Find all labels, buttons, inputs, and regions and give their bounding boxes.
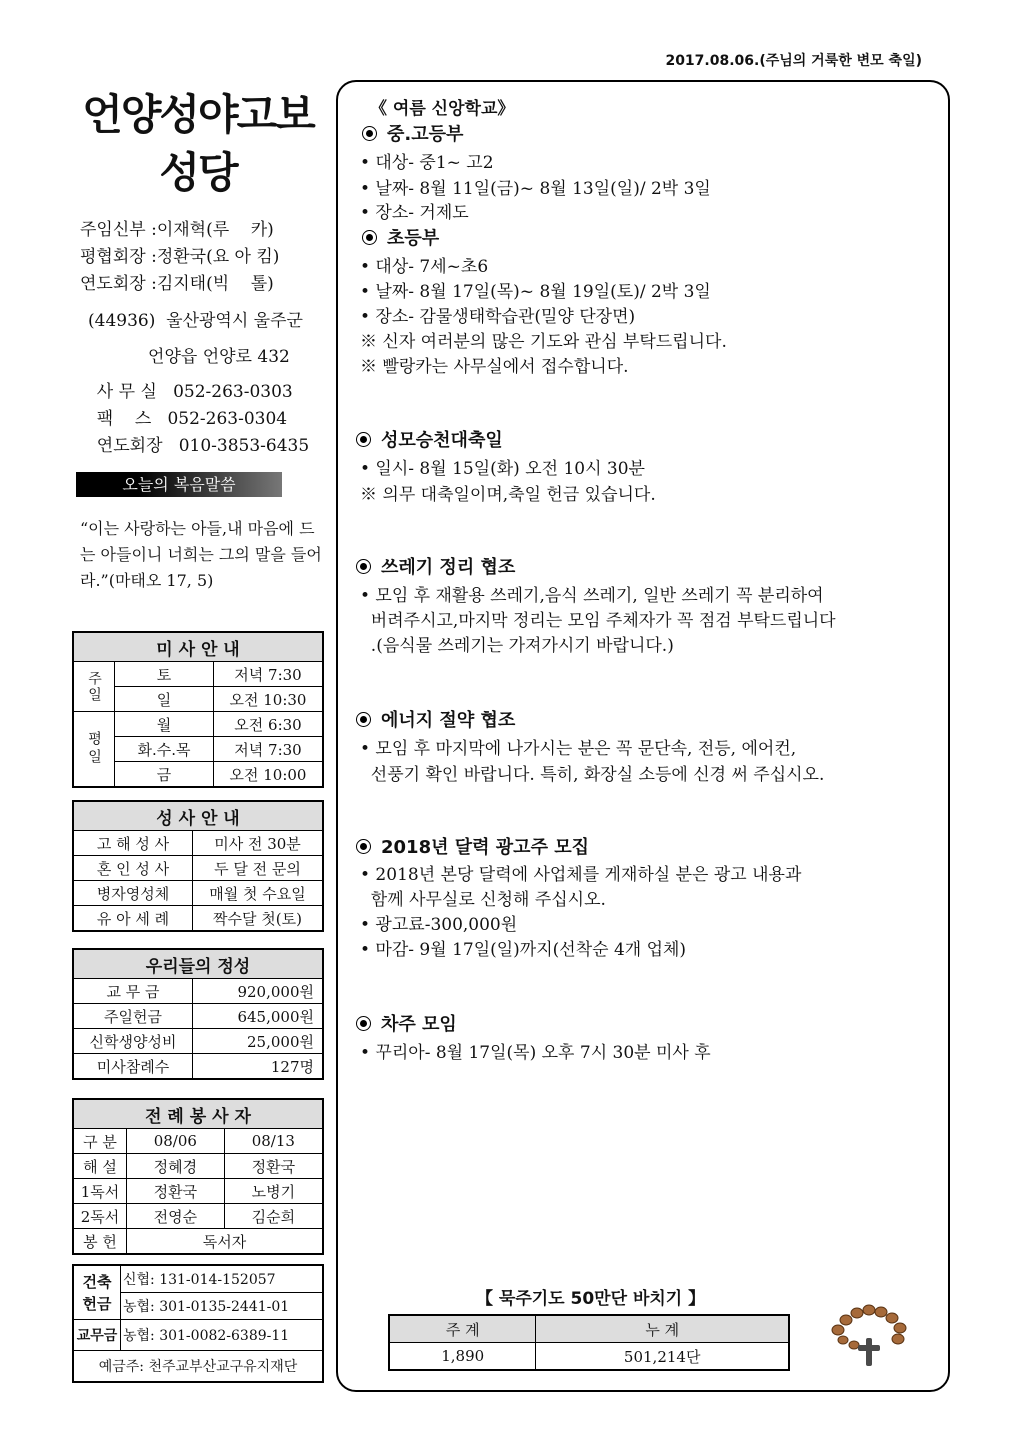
section-assumption: [356, 426, 503, 452]
offering-title: 우리들의 정성: [73, 949, 323, 979]
liturgy-role: 2독서: [73, 1204, 127, 1229]
section-title: 중.고등부: [387, 124, 464, 145]
church-duty-label: 교무금: [73, 1320, 121, 1351]
section-title: 에너지 절약 협조: [381, 710, 516, 731]
mass-day: 토: [115, 662, 214, 687]
rosary-total-header: 누 계: [536, 1315, 789, 1343]
section-next-meeting: [356, 1010, 457, 1036]
mass-day: 화.수.목: [115, 737, 214, 762]
announcement-line: • 날짜- 8월 17일(목)~ 8월 19일(토)/ 2박 3일: [360, 282, 711, 302]
section-elementary: [362, 224, 439, 250]
bullseye-icon: [356, 432, 371, 447]
offering-label: 미사참례수: [73, 1054, 193, 1080]
bullseye-icon: [362, 126, 377, 141]
mass-day: 금: [115, 762, 214, 788]
mass-day: 일: [115, 687, 214, 712]
liturgy-cell: 정환국: [224, 1154, 323, 1179]
building-fund-label-line2: 헌금: [82, 1294, 112, 1313]
announcement-line: • 일시- 8월 15일(화) 오전 10시 30분: [360, 459, 645, 479]
mass-schedule-table: [72, 631, 324, 788]
announcement-line: • 광고료-300,000원: [360, 915, 518, 935]
section-title: 2018년 달력 광고주 모집: [381, 837, 590, 858]
accounts-table: [72, 1264, 324, 1383]
liturgy-title: 전 례 봉 사 자: [73, 1099, 323, 1129]
section-title: 쓰레기 정리 협조: [381, 557, 516, 578]
building-account-2: 농협: 301-0135-2441-01: [121, 1293, 324, 1320]
announcement-line: • 장소- 거제도: [360, 203, 469, 223]
announcement-line: 선풍기 확인 바랍니다. 특히, 화장실 소등에 신경 써 주십시오.: [360, 765, 825, 785]
liturgy-cell: 전영순: [127, 1204, 225, 1229]
offering-label: 교 무 금: [73, 979, 193, 1004]
announcement-line: • 모임 후 마지막에 나가시는 분은 꼭 문단속, 전등, 에어컨,: [360, 739, 797, 759]
mass-sunday-label: 주일: [73, 662, 115, 712]
liturgy-cell: 08/06: [127, 1129, 225, 1154]
announcement-line: • 꾸리아- 8월 17일(목) 오후 7시 30분 미사 후: [360, 1043, 711, 1063]
announcement-line: • 모임 후 재활용 쓰레기,음식 쓰레기, 일반 쓰레기 꼭 분리하여: [360, 586, 824, 606]
summer-school-title: 《 여름 신앙학교》: [370, 99, 515, 119]
offering-label: 신학생양성비: [73, 1029, 193, 1054]
section-trash: [356, 553, 515, 579]
rosary-week-header: 주 계: [389, 1315, 536, 1343]
section-energy: [356, 706, 515, 732]
gospel-text: “이는 사랑하는 아들,내 마음에 드는 아들이니 너희는 그의 말을 들어라.”(마태오 17, 5): [80, 519, 322, 590]
liturgy-cell: 독서자: [127, 1229, 324, 1255]
gospel-title: 오늘의 복음말씀: [76, 472, 282, 497]
sacrament-name: 병자영성체: [73, 881, 193, 906]
offering-table: [72, 948, 324, 1080]
sacrament-title: 성 사 안 내: [73, 801, 323, 831]
info-priest: 주임신부 :이재혁(루 카): [80, 220, 274, 240]
info-address-line1: (44936) 울산광역시 울주군: [88, 311, 303, 331]
mass-time: 오전 10:00: [214, 762, 324, 788]
sacrament-table: [72, 800, 324, 932]
bulletin-date: 2017.08.06.(주님의 거룩한 변모 축일): [665, 53, 922, 69]
rosary-icon: [826, 1300, 916, 1370]
info-office-phone: 사 무 실 052-263-0303: [86, 382, 293, 402]
rosary-table: [388, 1314, 790, 1371]
liturgy-role: 해 설: [73, 1154, 127, 1179]
announcement-line: • 장소- 감물생태학습관(밀양 단장면): [360, 307, 636, 327]
offering-value: 127명: [193, 1054, 324, 1080]
bullseye-icon: [356, 559, 371, 574]
sacrament-info: 두 달 전 문의: [193, 856, 324, 881]
announcement-line: • 2018년 본당 달력에 사업체를 게재하실 분은 광고 내용과: [360, 865, 802, 885]
parish-name: [72, 86, 324, 202]
mass-day: 월: [115, 712, 214, 737]
section-title: 차주 모임: [381, 1014, 457, 1035]
mass-time: 오전 10:30: [214, 687, 324, 712]
announcement-line: • 대상- 7세~초6: [360, 257, 489, 277]
liturgy-table: [72, 1098, 324, 1255]
church-duty-account: 농협: 301-0082-6389-11: [121, 1320, 324, 1351]
mass-title: 미 사 안 내: [73, 632, 323, 662]
liturgy-role: 1독서: [73, 1179, 127, 1204]
bullseye-icon: [356, 712, 371, 727]
liturgy-cell: 정혜경: [127, 1154, 225, 1179]
offering-value: 25,000원: [193, 1029, 324, 1054]
announcement-line: ※ 신자 여러분의 많은 기도와 관심 부탁드립니다.: [360, 332, 727, 352]
liturgy-cell: 노병기: [224, 1179, 323, 1204]
sacrament-info: 매월 첫 수요일: [193, 881, 324, 906]
bullseye-icon: [362, 230, 377, 245]
info-council-president: 평협회장 :정환국(요 아 킴): [80, 247, 280, 267]
announcement-line: • 대상- 중1~ 고2: [360, 153, 494, 173]
rosary-week-value: 1,890: [389, 1343, 536, 1371]
mass-time: 오전 6:30: [214, 712, 324, 737]
account-holder: 예금주: 천주교부산교구유지재단: [73, 1351, 323, 1383]
announcement-line: ※ 빨랑카는 사무실에서 접수합니다.: [360, 357, 629, 377]
liturgy-cell: 김순희: [224, 1204, 323, 1229]
mass-weekday-label: 평일: [73, 712, 115, 788]
section-title: 초등부: [387, 228, 440, 249]
sacrament-info: 짝수달 첫(토): [193, 906, 324, 932]
building-account-1: 신협: 131-014-152057: [121, 1265, 324, 1293]
section-high-school: [362, 120, 463, 146]
announcement-line: 버려주시고,마지막 정리는 모임 주체자가 꼭 점검 부탁드립니다: [360, 611, 836, 631]
offering-label: 주일헌금: [73, 1004, 193, 1029]
offering-value: 920,000원: [193, 979, 324, 1004]
announcement-line: • 날짜- 8월 11일(금)~ 8월 13일(일)/ 2박 3일: [360, 179, 711, 199]
parish-name-line1: 언양성야고보: [82, 90, 314, 139]
info-fax: 팩 스 052-263-0304: [86, 409, 288, 429]
sacrament-name: 고 해 성 사: [73, 831, 193, 856]
announcement-line: ※ 의무 대축일이며,축일 헌금 있습니다.: [360, 485, 656, 505]
info-address-line2: 언양읍 언양로 432: [94, 347, 290, 367]
section-calendar: [356, 833, 589, 859]
announcement-line: • 마감- 9월 17일(일)까지(선착순 4개 업체): [360, 940, 687, 960]
building-fund-label-line1: 건축: [82, 1272, 112, 1291]
mass-time: 저녁 7:30: [214, 662, 324, 687]
rosary-title: 【 묵주기도 50만단 바치기 】: [476, 1289, 706, 1309]
parish-name-line2: 성당: [159, 148, 237, 197]
info-yeondo-phone: 연도회장 010-3853-6435: [86, 436, 310, 456]
sacrament-name: 유 아 세 례: [73, 906, 193, 932]
liturgy-role: 구 분: [73, 1129, 127, 1154]
sacrament-info: 미사 전 30분: [193, 831, 324, 856]
liturgy-role: 봉 헌: [73, 1229, 127, 1255]
sacrament-name: 혼 인 성 사: [73, 856, 193, 881]
offering-value: 645,000원: [193, 1004, 324, 1029]
bullseye-icon: [356, 839, 371, 854]
announcement-line: 함께 사무실로 신청해 주십시오.: [360, 890, 606, 910]
building-fund-label: [73, 1265, 121, 1320]
info-yeondo-president: 연도회장 :김지태(빅 톨): [80, 274, 274, 294]
announcement-line: .(음식물 쓰레기는 가져가시기 바랍니다.): [360, 636, 674, 656]
section-title: 성모승천대축일: [381, 430, 503, 451]
liturgy-cell: 정환국: [127, 1179, 225, 1204]
mass-time: 저녁 7:30: [214, 737, 324, 762]
bullseye-icon: [356, 1016, 371, 1031]
liturgy-cell: 08/13: [224, 1129, 323, 1154]
rosary-total-value: 501,214단: [536, 1343, 789, 1371]
